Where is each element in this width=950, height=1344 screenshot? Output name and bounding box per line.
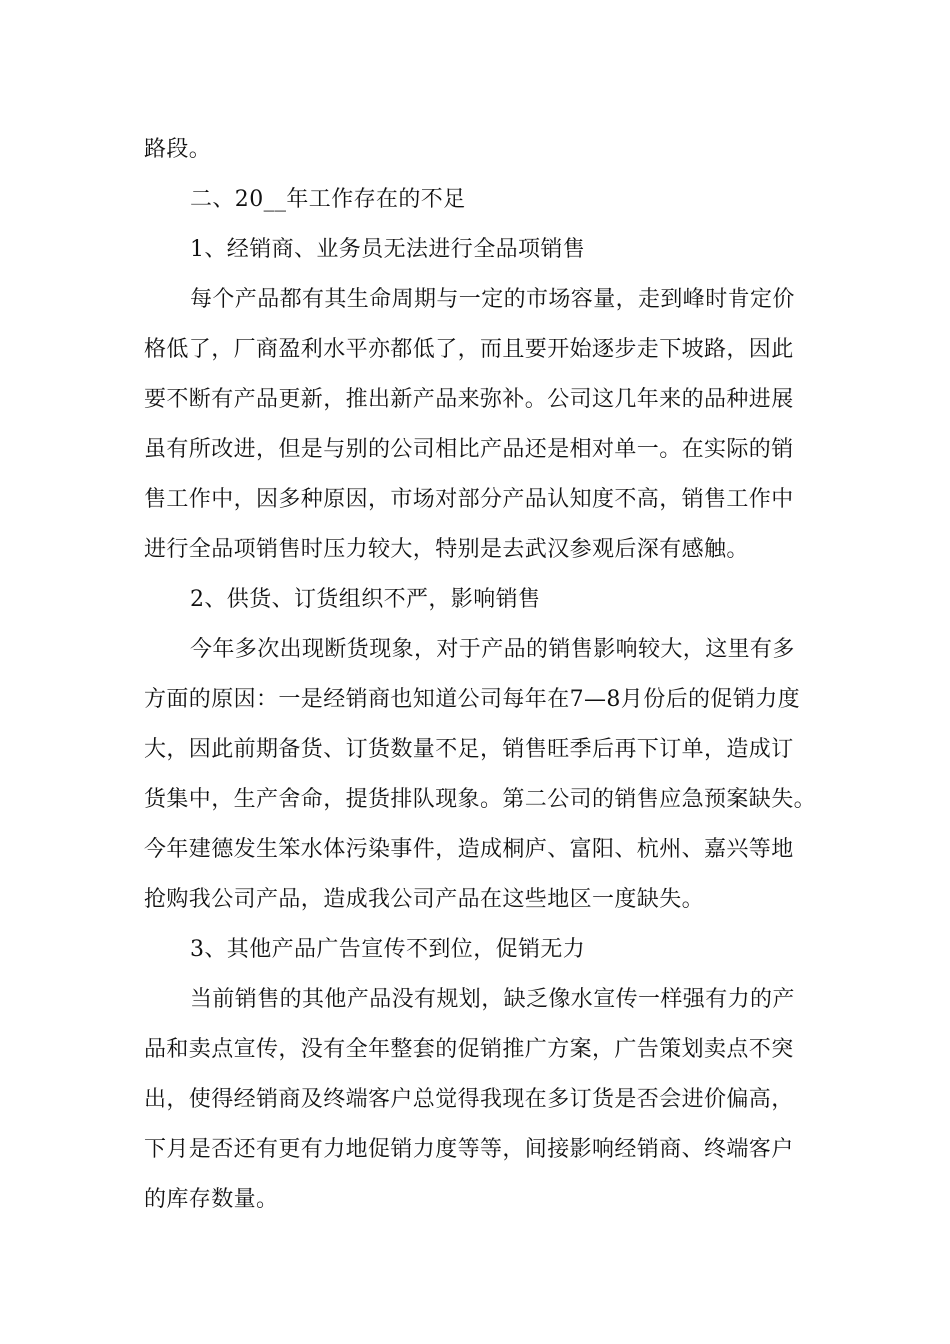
subsection-heading: 1、经销商、业务员无法进行全品项销售 <box>190 237 586 262</box>
text-line: 要不断有产品更新，推出新产品来弥补。公司这几年来的品种进展 <box>144 387 794 412</box>
text-line: 每个产品都有其生命周期与一定的市场容量，走到峰时肯定价 <box>190 287 795 312</box>
text-line: 的库存数量。 <box>144 1187 279 1212</box>
text-line: 大，因此前期备货、订货数量不足，销售旺季后再下订单，造成订 <box>144 737 794 762</box>
text-line: 出，使得经销商及终端客户总觉得我现在多订货是否会进价偏高， <box>144 1087 794 1112</box>
text-line: 下月是否还有更有力地促销力度等等，间接影响经销商、终端客户 <box>144 1137 794 1162</box>
subsection-heading: 3、其他产品广告宣传不到位，促销无力 <box>190 937 586 962</box>
text-line: 货集中，生产舍命，提货排队现象。第二公司的销售应急预案缺失。 <box>144 787 817 812</box>
text-line: 当前销售的其他产品没有规划，缺乏像水宣传一样强有力的产 <box>190 987 795 1012</box>
text-line: 今年建德发生笨水体污染事件，造成桐庐、富阳、杭州、嘉兴等地 <box>144 837 794 862</box>
text-line: 格低了，厂商盈利水平亦都低了，而且要开始逐步走下坡路，因此 <box>144 337 794 362</box>
text-line: 今年多次出现断货现象，对于产品的销售影响较大，这里有多 <box>190 637 795 662</box>
text-line: 路段。 <box>144 137 212 162</box>
text-line: 品和卖点宣传，没有全年整套的促销推广方案，广告策划卖点不突 <box>144 1037 794 1062</box>
text-line: 虽有所改进，但是与别的公司相比产品还是相对单一。在实际的销 <box>144 437 794 462</box>
text-line: 进行全品项销售时压力较大，特别是去武汉参观后深有感触。 <box>144 537 749 562</box>
text-line: 抢购我公司产品，造成我公司产品在这些地区一度缺失。 <box>144 887 705 912</box>
text-line: 方面的原因：一是经销商也知道公司每年在7—8月份后的促销力度 <box>144 687 800 712</box>
text-line: 售工作中，因多种原因，市场对部分产品认知度不高，销售工作中 <box>144 487 794 512</box>
section-heading: 二、20__年工作存在的不足 <box>190 187 466 212</box>
subsection-heading: 2、供货、订货组织不严，影响销售 <box>190 587 541 612</box>
